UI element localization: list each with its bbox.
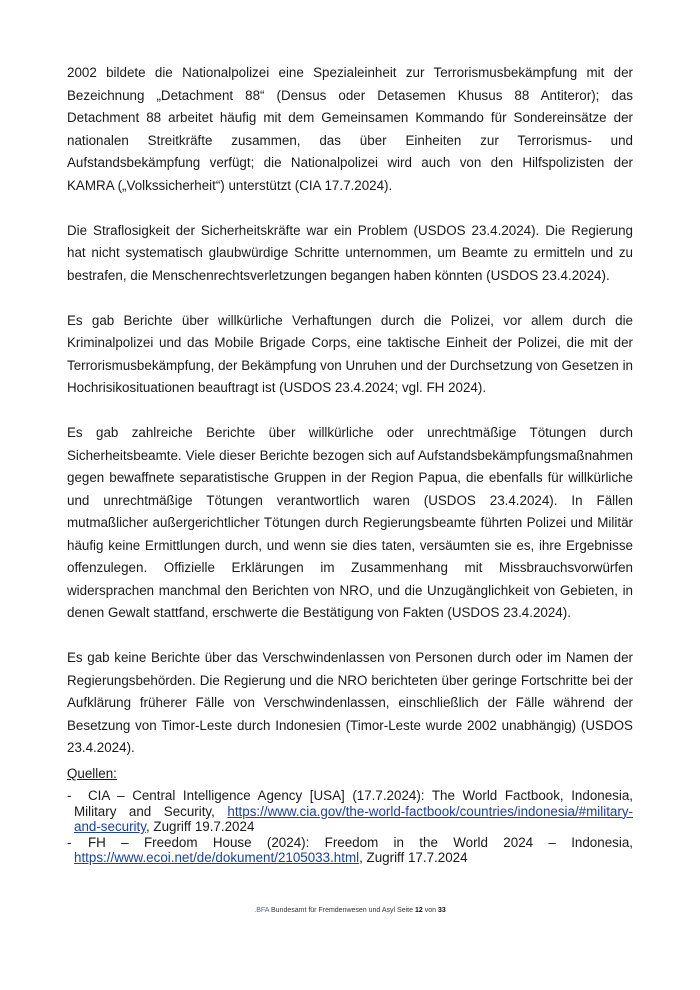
source-citation: CIA – Central Intelligence Agency [USA] (17.7.2024): The World Factbook, Indonesia, Military and Security,	[74, 788, 633, 819]
page-total: 33	[437, 907, 446, 914]
footer-org: Bundesamt für Fremdenwesen und Asyl Seite	[269, 907, 415, 914]
paragraph-unlawful-killings: Es gab zahlreiche Berichte über willkürliche oder unrechtmäßige Tötungen durch Sicherheitsbeamte. Viele dieser Berichte bezogen sich auf Aufstandsbekämpfungsmaßnahmen gegen bewaffnete separatistische Gruppen in der Region Papua, die ebenfalls für willkürliche und unrechtmäßige Tötungen verantwortlich waren (USDOS 23.4.2024). In Fällen mutmaßlicher außergerichtlicher Tötungen durch Regierungsbeamte führten Polizei und Militär häufig keine Ermittlungen durch, und wenn sie dies taten, versäumten sie es, ihre Ergebnisse offenzulegen. Offizielle Erklärungen im Zusammenhang mit Missbrauchsvorwürfen widersprachen manchmal den Berichten von NRO, und die Unzugänglichkeit von Gebieten, in denen Gewalt stattfand, erschwerte die Bestätigung von Fakten (USDOS 23.4.2024).	[67, 425, 633, 620]
sources-list	[67, 788, 633, 866]
paragraph-detachment-88: 2002 bildete die Nationalpolizei eine Spezialeinheit zur Terrorismusbekämpfung mit der Bezeichnung „Detachment 88“ (Densus oder Detasemen Khusus 88 Antiteror); das Detachment 88 arbeitet häufig mit dem Gemeinsamen Kommando für Sondereinsätze der nationalen Streitkräfte zusammen, das über Einheiten zur Terrorismus- und Aufstandsbekämpfung verfügt; die Nationalpolizei wird auch von den Hilfspolizisten der KAMRA („Volkssicherheit“) unterstützt (CIA 17.7.2024).	[67, 65, 633, 193]
list-dash: -	[67, 788, 72, 803]
page-footer	[0, 906, 700, 915]
source-citation: FH – Freedom House (2024): Freedom in the World 2024 – Indonesia,	[88, 834, 633, 850]
list-dash: -	[67, 834, 72, 850]
source-link-cia[interactable]: https://www.cia.gov/the-world-factbook/countries/indonesia/#military-and-security	[74, 803, 633, 834]
source-access-date: , Zugriff 19.7.2024	[145, 819, 255, 834]
sources-heading: Quellen:	[67, 766, 117, 781]
source-item-cia	[67, 788, 633, 835]
document-page	[67, 62, 633, 865]
paragraph-arbitrary-arrests: Es gab Berichte über willkürliche Verhaftungen durch die Polizei, vor allem durch die Kriminalpolizei und das Mobile Brigade Corps, eine taktische Einheit der Polizei, die mit der Terrorismusbekämpfung, der Bekämpfung von Unruhen und der Durchsetzung von Gesetzen in Hochrisikosituationen beauftragt ist (USDOS 23.4.2024; vgl. FH 2024).	[67, 312, 633, 395]
footer-of: von	[422, 907, 438, 914]
paragraph-impunity: Die Straflosigkeit der Sicherheitskräfte war ein Problem (USDOS 23.4.2024). Die Regierung hat nicht systematisch glaubwürdige Schritte unternommen, um Beamte zu ermitteln und zu bestrafen, die Menschenrechtsverletzungen begangen haben könnten (USDOS 23.4.2024).	[67, 222, 633, 283]
source-access-date: , Zugriff 17.7.2024	[359, 850, 468, 865]
bfa-logo: .BFA	[254, 907, 270, 914]
paragraph-disappearances: Es gab keine Berichte über das Verschwindenlassen von Personen durch oder im Namen der Regierungsbehörden. Die Regierung und die NRO berichteten über geringe Fortschritte bei der Aufklärung früherer Fälle von Verschwindenlassen, einschließlich der Fälle während der Besetzung von Timor-Leste durch Indonesien (Timor-Leste wurde 2002 unabhängig) (USDOS 23.4.2024).	[67, 650, 633, 755]
source-item-freedom-house	[67, 835, 633, 866]
page-number: 12	[414, 907, 423, 914]
source-link-ecoi[interactable]: https://www.ecoi.net/de/dokument/2105033.html	[74, 850, 360, 865]
